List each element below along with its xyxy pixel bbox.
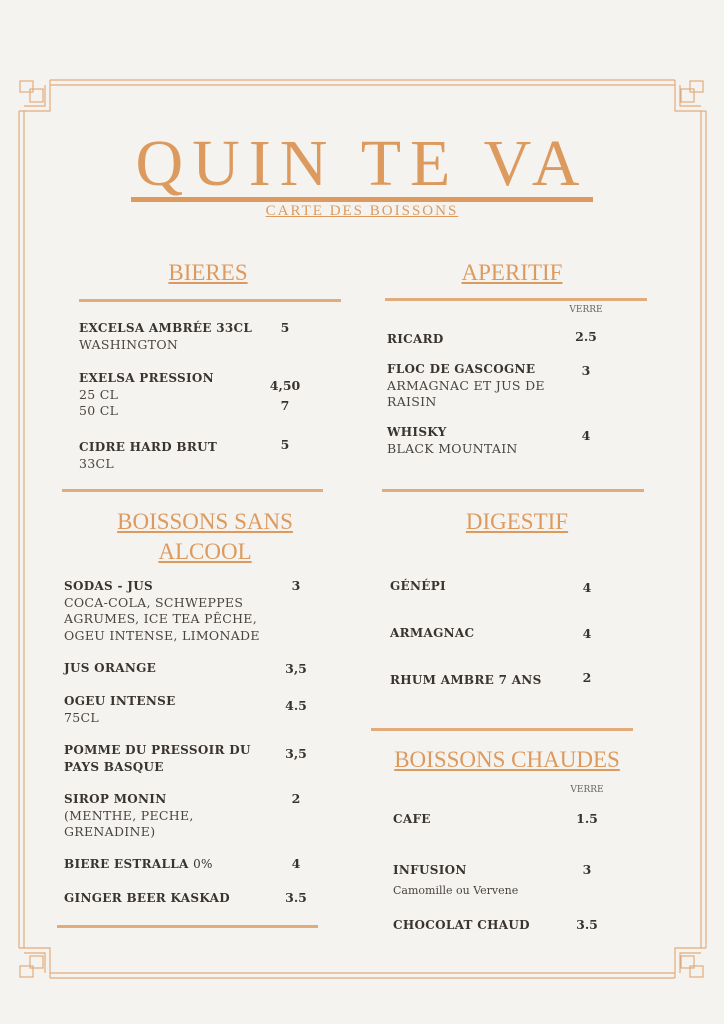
menu-item — [64, 856, 213, 873]
divider — [371, 728, 633, 731]
item-price: 7 — [280, 398, 290, 413]
item-price: 3 — [581, 363, 591, 378]
item-name: OGEU INTENSE — [64, 694, 176, 708]
item-description: ARMAGNAC ET JUS DE — [387, 377, 545, 393]
divider — [57, 925, 318, 928]
menu-item — [390, 672, 542, 689]
menu-item — [64, 890, 230, 907]
column-label-verre: VERRE — [569, 305, 603, 315]
item-name: EXELSA PRESSION — [79, 371, 214, 385]
item-description: COCA-COLA, SCHWEPPES — [64, 594, 244, 610]
item-name: GÉNÉPI — [390, 579, 446, 593]
section-title-aperitif: APERITIF — [461, 260, 563, 285]
item-price: 3,5 — [285, 746, 307, 761]
item-name: GINGER BEER KASKAD — [64, 891, 230, 905]
item-name: FLOC DE GASCOGNE — [387, 362, 536, 376]
menu-item — [393, 917, 530, 934]
item-price: 2.5 — [575, 329, 597, 344]
divider — [382, 489, 644, 492]
item-name: CIDRE HARD BRUT — [79, 440, 218, 454]
item-description: 50 CL — [79, 403, 119, 418]
item-suffix: 0% — [193, 857, 213, 871]
section-title-bieres: BIERES — [168, 260, 248, 285]
item-price: 2 — [582, 670, 592, 685]
menu-item — [393, 862, 518, 899]
item-description: WASHINGTON — [79, 336, 179, 352]
item-price: 4 — [291, 856, 301, 871]
divider — [385, 298, 647, 301]
item-price: 3.5 — [576, 917, 598, 932]
item-description: RAISIN — [387, 394, 437, 409]
menu-item — [64, 660, 156, 677]
menu-item — [79, 439, 217, 472]
section-title-sans-alcool: BOISSONS SANS ALCOOL — [117, 509, 293, 564]
item-price: 3.5 — [285, 890, 307, 905]
menu-item — [79, 320, 252, 353]
item-name: CAFE — [393, 812, 431, 826]
divider — [62, 489, 323, 492]
item-price: 4 — [582, 580, 592, 595]
item-name: INFUSION — [393, 863, 467, 877]
item-price: 4.5 — [285, 698, 307, 713]
menu-item — [64, 791, 194, 841]
item-price: 2 — [291, 791, 301, 806]
section-title-digestif: DIGESTIF — [465, 509, 569, 534]
menu-item — [387, 424, 518, 457]
menu-item — [64, 742, 251, 775]
item-description: 25 CL — [79, 386, 119, 402]
item-name: EXCELSA AMBRÉE 33CL — [79, 321, 253, 335]
item-name: WHISKY — [387, 425, 447, 439]
item-description: AGRUMES, ICE TEA PÊCHE, — [64, 611, 258, 626]
item-description: GRENADINE) — [64, 824, 156, 839]
item-name: RICARD — [387, 332, 444, 346]
item-name-line2: PAYS BASQUE — [64, 759, 164, 774]
divider — [79, 299, 341, 302]
item-name: JUS ORANGE — [64, 661, 157, 675]
item-price: 3 — [291, 578, 301, 593]
section-title-boissons-chaudes: BOISSONS CHAUDES — [394, 747, 620, 772]
item-price: 1.5 — [576, 811, 598, 826]
item-name: RHUM AMBRE 7 ANS — [390, 673, 542, 687]
item-price: 4 — [582, 626, 592, 641]
item-price: 5 — [280, 437, 290, 452]
restaurant-title: QUIN TE VA — [0, 126, 724, 202]
menu-item — [79, 370, 214, 420]
item-description: Camomille ou Vervene — [393, 883, 519, 897]
item-description: OGEU INTENSE, LIMONADE — [64, 627, 260, 643]
menu-item — [387, 331, 444, 348]
menu-item — [387, 361, 545, 411]
item-price: 4,50 — [269, 378, 301, 393]
item-price: 3 — [582, 862, 592, 877]
menu-item — [390, 625, 474, 642]
item-description: (MENTHE, PECHE, — [64, 807, 194, 823]
item-name: BIERE ESTRALLA — [64, 857, 189, 871]
item-name: SODAS - JUS — [64, 579, 153, 593]
menu-item — [390, 578, 446, 595]
item-price: 4 — [581, 428, 591, 443]
column-label-verre: VERRE — [570, 785, 604, 795]
menu-item — [64, 578, 260, 644]
item-price: 3,5 — [285, 661, 307, 676]
item-name: POMME DU PRESSOIR DU — [64, 743, 251, 757]
menu-item — [393, 811, 431, 828]
item-name: ARMAGNAC — [390, 626, 475, 640]
item-name: SIROP MONIN — [64, 792, 167, 806]
item-description: 33CL — [79, 455, 114, 471]
item-name: CHOCOLAT CHAUD — [393, 918, 530, 932]
menu-subtitle: CARTE DES BOISSONS — [265, 203, 459, 219]
menu-item — [64, 693, 176, 726]
item-price: 5 — [280, 320, 290, 335]
item-description: 75CL — [64, 709, 99, 725]
item-description: BLACK MOUNTAIN — [387, 440, 518, 456]
